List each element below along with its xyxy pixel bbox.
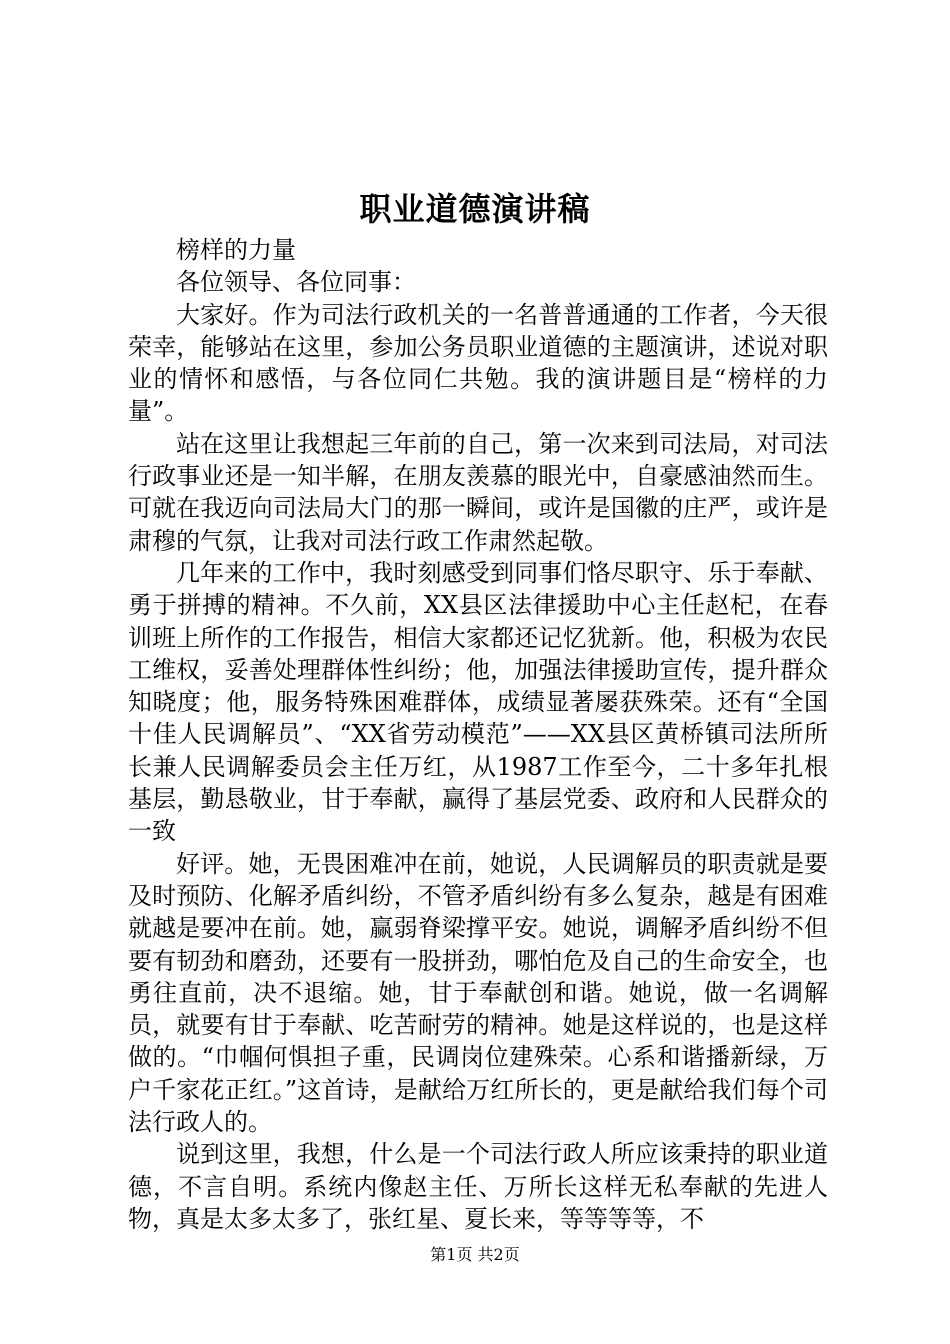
paragraph-wanhong: 好评。她，无畏困难冲在前，她说，人民调解员的职责就是要及时预防、化解矛盾纠纷，不管矛盾纠纷有多么复杂，越是有困难就越是要冲在前。她，赢弱脊梁撑平安。她说，调解矛盾纠纷不但要有韧劲和磨劲，还要有一股拼劲，哪怕危及自己的生命安全，也勇往直前，决不退缩。她，甘于奉献创和谐。她说，做一名调解员，就要有甘于奉献、吃苦耐劳的精神。她是这样说的，也是这样做的。“巾帼何惧担子重，民调岗位建殊荣。心系和谐播新绿，万户千家花正红。”这首诗，是献给万红所长的，更是献给我们每个司法行政人的。	[128, 849, 828, 1137]
page-footer: 第1页 共2页	[430, 1245, 520, 1264]
paragraph-salutation: 各位领导、各位同事：	[176, 268, 416, 297]
paragraph-role-models: 几年来的工作中，我时刻感受到同事们恪尽职守、乐于奉献、勇于拼搏的精神。不久前，XX县区法律援助中心主任赵杞，在春训班上所作的工作报告，相信大家都还记忆犹新。他，积极为农民工维权，妥善处理群体性纠纷；他，加强法律援助宣传，提升群众知晓度；他，服务特殊困难群体，成绩显著屡获殊荣。还有“全国十佳人民调解员”、“XX省劳动模范”——XX县区黄桥镇司法所所长兼人民调解委员会主任万红，从1987工作至今，二十多年扎根基层，勤恳敬业，甘于奉献，赢得了基层党委、政府和人民群众的一致	[128, 558, 828, 846]
paragraph-subtitle: 榜样的力量	[176, 236, 296, 264]
paragraph-memory: 站在这里让我想起三年前的自己，第一次来到司法局，对司法行政事业还是一知半解，在朋友羡慕的眼光中，自豪感油然而生。可就在我迈向司法局大门的那一瞬间，或许是国徽的庄严，或许是肃穆的气氛，让我对司法行政工作肃然起敬。	[128, 429, 828, 555]
paragraph-ethics: 说到这里，我想，什么是一个司法行政人所应该秉持的职业道德，不言自明。系统内像赵主任、万所长这样无私奉献的先进人物，真是太多太多了，张红星、夏长来，等等等等，不	[128, 1140, 828, 1233]
document-body	[128, 234, 828, 1235]
document-title: 职业道德演讲稿	[359, 190, 591, 228]
paragraph-intro: 大家好。作为司法行政机关的一名普普通通的工作者，今天很荣幸，能够站在这里，参加公务员职业道德的主题演讲，述说对职业的情怀和感悟，与各位同仁共勉。我的演讲题目是“榜样的力量”。	[128, 300, 828, 426]
